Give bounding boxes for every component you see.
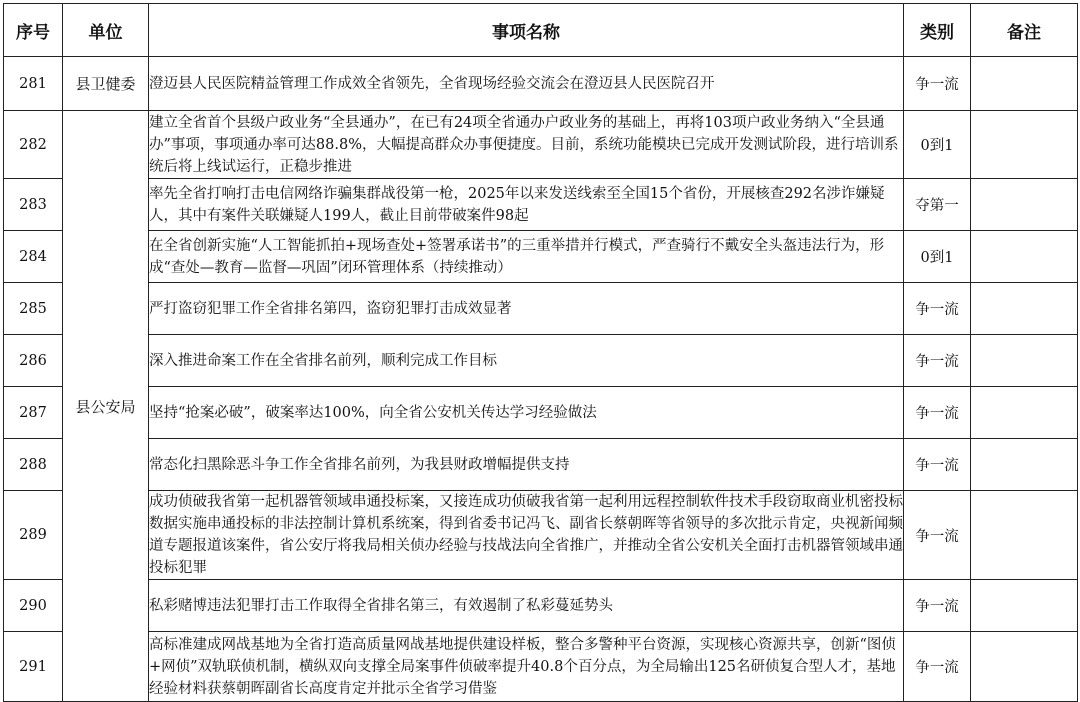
category-cell: 0到1 (904, 231, 971, 283)
category-cell: 争一流 (904, 335, 971, 387)
seq-cell: 288 (4, 439, 63, 491)
seq-cell: 285 (4, 283, 63, 335)
item-cell: 深入推进命案工作在全省排名前列，顺利完成工作目标 (149, 335, 904, 387)
category-cell: 争一流 (904, 439, 971, 491)
remark-cell (971, 632, 1078, 702)
header-seq: 序号 (4, 4, 63, 57)
unit-cell: 县公安局 (63, 111, 149, 702)
header-remark: 备注 (971, 4, 1078, 57)
header-row (4, 4, 1078, 57)
seq-cell: 286 (4, 335, 63, 387)
seq-cell: 291 (4, 632, 63, 702)
seq-cell: 283 (4, 179, 63, 231)
header-category: 类别 (904, 4, 971, 57)
table-row (4, 231, 1078, 283)
seq-cell: 284 (4, 231, 63, 283)
table-row (4, 580, 1078, 632)
item-cell: 在全省创新实施“人工智能抓拍+现场查处+签署承诺书”的三重举措并行模式，严查骑行不戴安全头盔违法行为，形成“查处—教育—监督—巩固”闭环管理体系（持续推动） (149, 231, 904, 283)
category-cell: 争一流 (904, 580, 971, 632)
category-cell: 争一流 (904, 632, 971, 702)
category-cell: 争一流 (904, 491, 971, 580)
table-row (4, 632, 1078, 702)
item-cell: 率先全省打响打击电信网络诈骗集群战役第一枪，2025年以来发送线索至全国15个省份，开展核查292名涉诈嫌疑人，其中有案件关联嫌疑人199人，截止目前带破案件98起 (149, 179, 904, 231)
header-unit: 单位 (63, 4, 149, 57)
remark-cell (971, 335, 1078, 387)
remark-cell (971, 231, 1078, 283)
item-cell: 建立全省首个县级户政业务“全县通办”，在已有24项全省通办户政业务的基础上，再将103项户政业务纳入“全县通办”事项，事项通办率可达88.8%，大幅提高群众办事便捷度。目前，系统功能模块已完成开发测试阶段，进行培训系统后将上线试运行，正稳步推进 (149, 111, 904, 179)
item-cell: 高标准建成网战基地为全省打造高质量网战基地提供建设样板，整合多警种平台资源，实现核心资源共享，创新“图侦+网侦”双轨联侦机制，横纵双向支撑全局案事件侦破率提升40.8个百分点，为全局输出125名研侦复合型人才，基地经验材料获蔡朝晖副省长高度肯定并批示全省学习借鉴 (149, 632, 904, 702)
category-cell: 0到1 (904, 111, 971, 179)
seq-cell: 282 (4, 111, 63, 179)
table-row (4, 57, 1078, 111)
seq-cell: 290 (4, 580, 63, 632)
item-cell: 私彩赌博违法犯罪打击工作取得全省排名第三，有效遏制了私彩蔓延势头 (149, 580, 904, 632)
item-cell: 成功侦破我省第一起机器管领域串通投标案，又接连成功侦破我省第一起利用远程控制软件技术手段窃取商业机密投标数据实施串通投标的非法控制计算机系统案，得到省委书记冯飞、副省长蔡朝晖等省领导的多次批示肯定，央视新闻频道专题报道该案件，省公安厅将我局相关侦办经验与技战法向全省推广，并推动全省公安机关全面打击机器管领域串通投标犯罪 (149, 491, 904, 580)
remark-cell (971, 387, 1078, 439)
remark-cell (971, 580, 1078, 632)
item-cell: 常态化扫黑除恶斗争工作全省排名前列，为我县财政增幅提供支持 (149, 439, 904, 491)
seq-cell: 287 (4, 387, 63, 439)
item-cell: 澄迈县人民医院精益管理工作成效全省领先，全省现场经验交流会在澄迈县人民医院召开 (149, 57, 904, 111)
category-cell: 夺第一 (904, 179, 971, 231)
remark-cell (971, 283, 1078, 335)
table-row (4, 179, 1078, 231)
remark-cell (971, 179, 1078, 231)
remark-cell (971, 491, 1078, 580)
table-row (4, 491, 1078, 580)
seq-cell: 281 (4, 57, 63, 111)
category-cell: 争一流 (904, 387, 971, 439)
category-cell: 争一流 (904, 57, 971, 111)
items-table (3, 3, 1078, 702)
item-cell: 坚持“抢案必破”，破案率达100%，向全省公安机关传达学习经验做法 (149, 387, 904, 439)
table-row (4, 387, 1078, 439)
table-row (4, 283, 1078, 335)
item-cell: 严打盗窃犯罪工作全省排名第四，盗窃犯罪打击成效显著 (149, 283, 904, 335)
remark-cell (971, 439, 1078, 491)
unit-cell: 县卫健委 (63, 57, 149, 111)
header-item: 事项名称 (149, 4, 904, 57)
seq-cell: 289 (4, 491, 63, 580)
remark-cell (971, 111, 1078, 179)
table-row (4, 111, 1078, 179)
category-cell: 争一流 (904, 283, 971, 335)
remark-cell (971, 57, 1078, 111)
table-row (4, 335, 1078, 387)
table-row (4, 439, 1078, 491)
